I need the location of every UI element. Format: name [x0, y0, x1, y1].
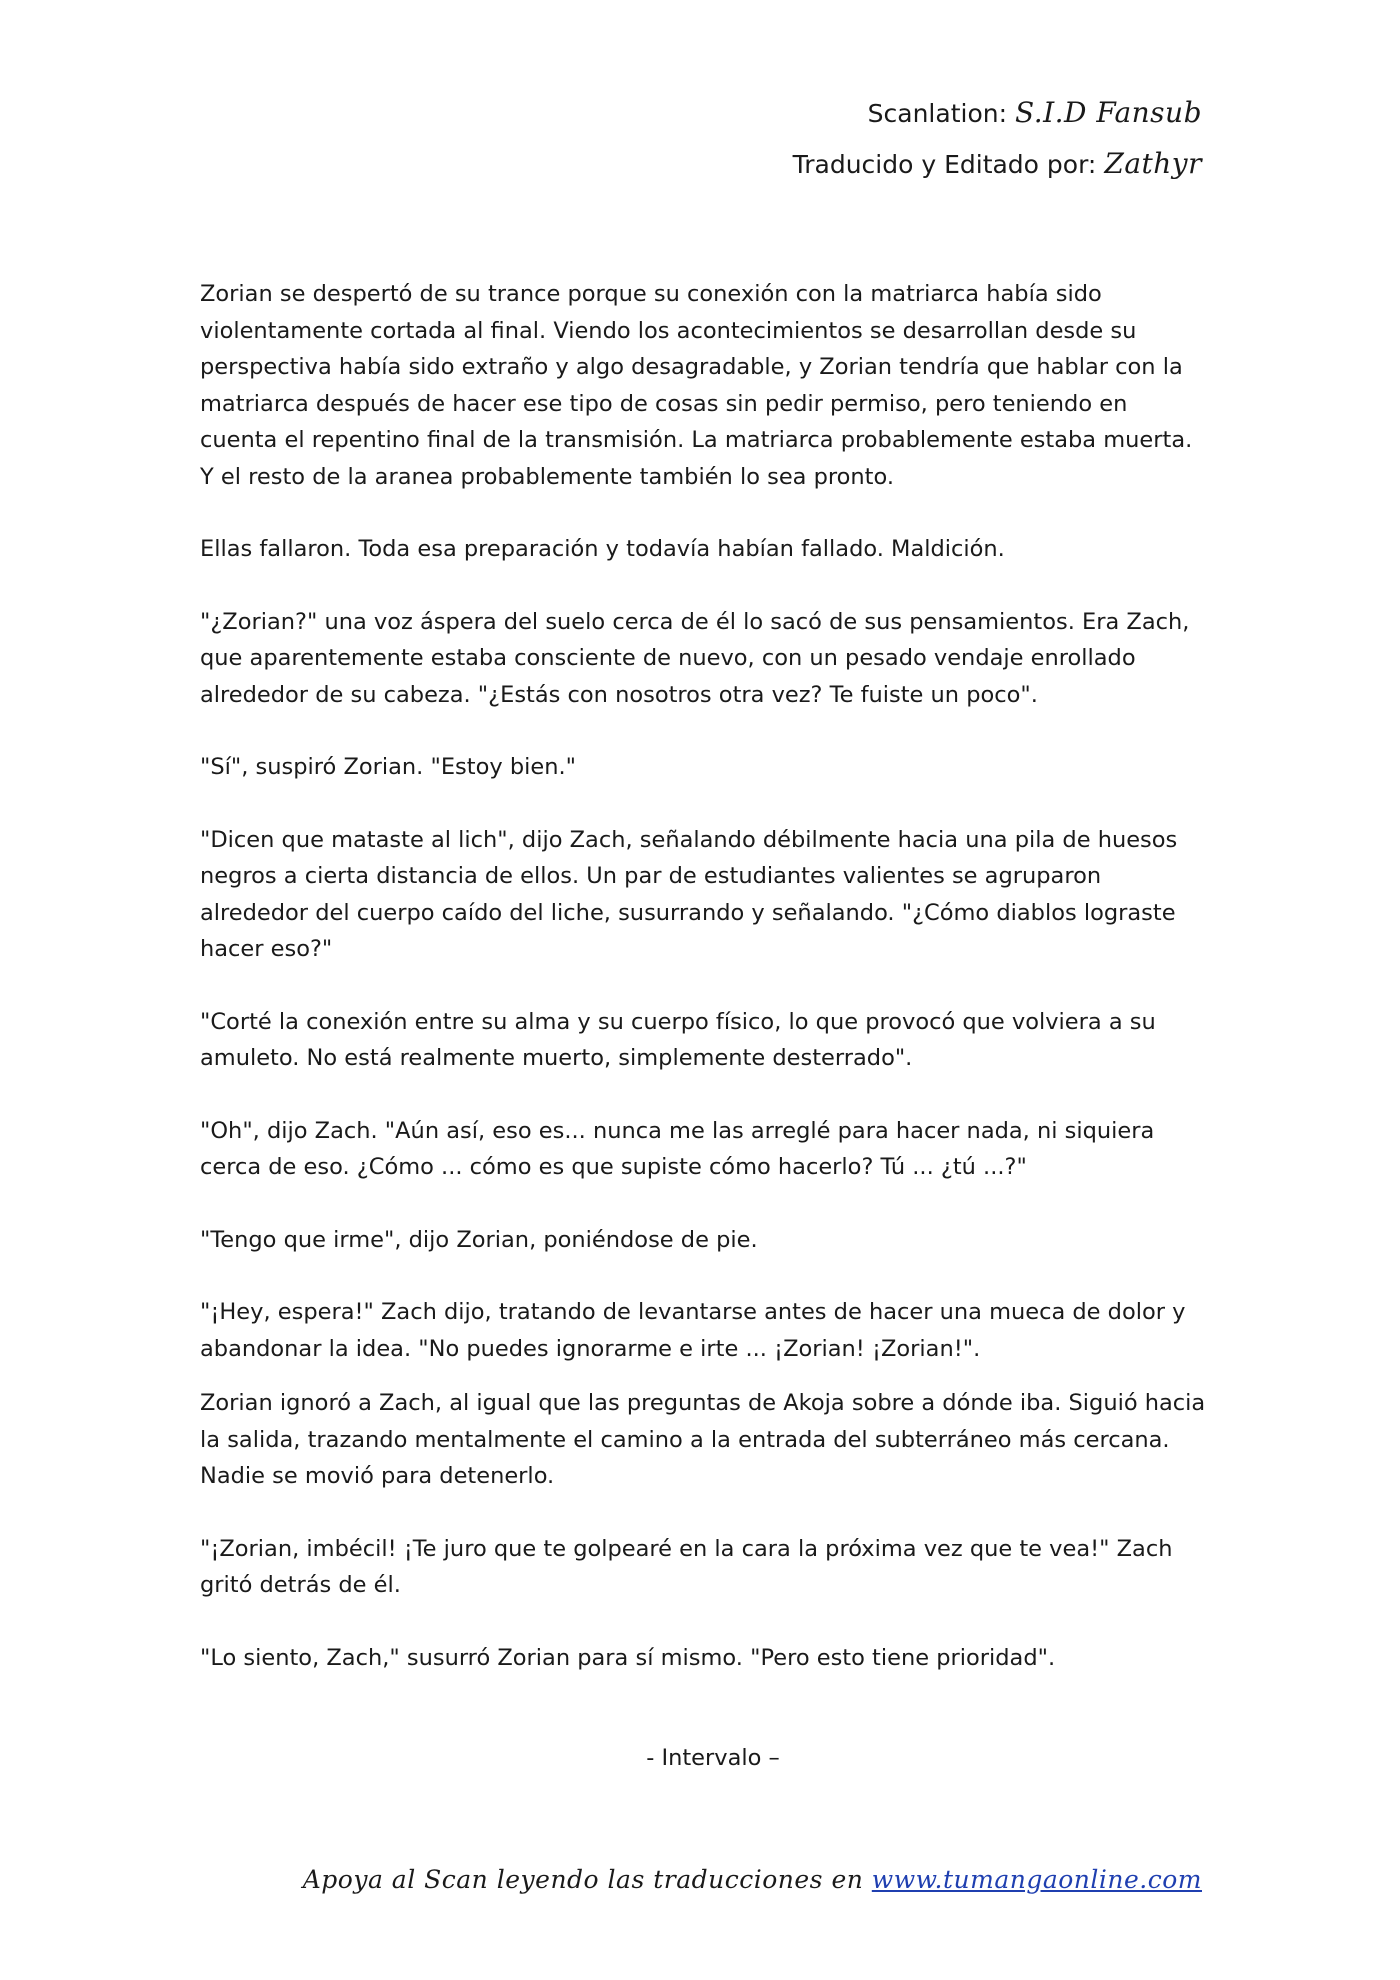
paragraph: "Corté la conexión entre su alma y su cuerpo físico, lo que provocó que volviera a su amuleto. No está realmente muerto, simplemente desterrado".: [200, 1008, 1156, 1071]
paragraph: "¡Zorian, imbécil! ¡Te juro que te golpearé en la cara la próxima vez que te vea!" Zach gritó detrás de él.: [200, 1535, 1173, 1598]
footer-text: Apoya al Scan leyendo las traducciones en: [302, 1865, 864, 1894]
footer-note: [303, 1860, 1202, 1900]
chapter-body: [200, 276, 1210, 1712]
scanlation-label: Scanlation:: [867, 99, 1008, 128]
paragraph: "¡Hey, espera!" Zach dijo, tratando de levantarse antes de hacer una mueca de dolor y abandonar la idea. "No puedes ignorarme e irte ... ¡Zorian! ¡Zorian!".: [200, 1299, 1186, 1362]
paragraph: "¿Zorian?" una voz áspera del suelo cerca de él lo sacó de sus pensamientos. Era Zach, que aparentemente estaba consciente de nuevo, con un pesado vendaje enrollado alrededor de su cabeza. "¿Estás con nosotros otra vez? Te fuiste un poco".: [200, 608, 1190, 708]
paragraph: "Tengo que irme", dijo Zorian, poniéndose de pie.: [200, 1226, 758, 1253]
credits-header: [793, 88, 1202, 190]
translator-line: [793, 139, 1202, 190]
paragraph: "Dicen que mataste al lich", dijo Zach, señalando débilmente hacia una pila de huesos negros a cierta distancia de ellos. Un par de estudiantes valientes se agruparon alrededor del cuerpo caído del liche, susurrando y señalando. "¿Cómo diablos lograste hacer eso?": [200, 826, 1178, 962]
section-divider: - Intervalo –: [646, 1745, 780, 1771]
paragraph: Ellas fallaron. Toda esa preparación y todavía habían fallado. Maldición.: [200, 536, 1005, 562]
footer-link[interactable]: www.tumangaonline.com: [871, 1865, 1202, 1894]
translator-label: Traducido y Editado por:: [792, 150, 1097, 179]
paragraph: Zorian ignoró a Zach, al igual que las preguntas de Akoja sobre a dónde iba. Siguió hacia la salida, trazando mentalmente el camino a la entrada del subterráneo más cercana. Nadie se movió para detenerlo.: [200, 1390, 1206, 1489]
paragraph: "Oh", dijo Zach. "Aún así, eso es... nunca me las arreglé para hacer nada, ni siquiera cerca de eso. ¿Cómo ... cómo es que supiste cómo hacerlo? Tú ... ¿tú ...?": [200, 1117, 1155, 1180]
paragraph: "Lo siento, Zach," susurró Zorian para sí mismo. "Pero esto tiene prioridad".: [200, 1644, 1056, 1671]
translator-name: Zathyr: [1104, 147, 1202, 180]
paragraph: Zorian se despertó de su trance porque su conexión con la matriarca había sido violentamente cortada al final. Viendo los acontecimientos se desarrollan desde su perspectiva había sido extraño y algo desagradable, y Zorian tendría que hablar con la matriarca después de hacer ese tipo de cosas sin pedir permiso, pero teniendo en cuenta el repentino final de la transmisión. La matriarca probablemente estaba muerta. Y el resto de la aranea probablemente también lo sea pronto.: [200, 281, 1193, 490]
scanlation-group: S.I.D Fansub: [1015, 96, 1202, 129]
paragraph: "Sí", suspiró Zorian. "Estoy bien.": [200, 754, 576, 780]
scanlation-line: [793, 88, 1202, 139]
